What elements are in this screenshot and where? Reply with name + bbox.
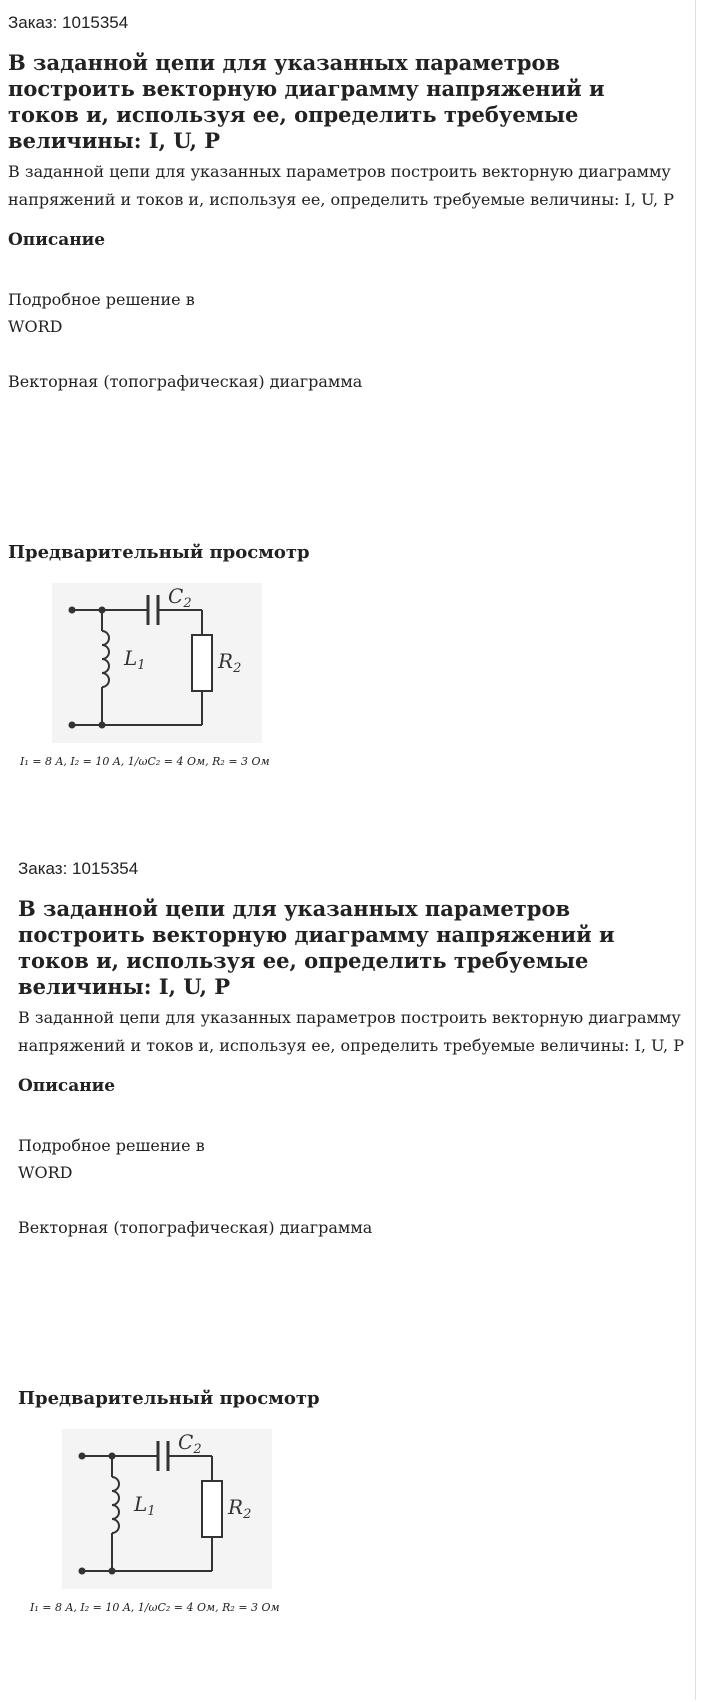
- description-heading: Описание: [8, 230, 106, 250]
- circuit-preview-image: [62, 1429, 272, 1589]
- description-line: WORD: [18, 1163, 73, 1182]
- description-heading: Описание: [18, 1076, 116, 1096]
- description-line: Векторная (топографическая) диаграмма: [18, 1218, 373, 1237]
- description-line: Подробное решение в: [8, 290, 195, 309]
- product-block-1: [8, 0, 688, 773]
- resistor-label: $R_2$: [218, 649, 242, 676]
- inductor-label: $L_1$: [134, 1492, 156, 1519]
- order-number: Заказ: 1015354: [8, 13, 129, 32]
- product-title: В заданной цепи для указанных параметров построить векторную диаграмму напряжений и токов и, используя ее, определить требуемые величины: I, U, P: [8, 50, 605, 153]
- preview-heading: Предварительный просмотр: [18, 1388, 320, 1409]
- product-block-2: [18, 846, 698, 1619]
- circuit-parameters: I₁ = 8 A, I₂ = 10 A, 1/ωC₂ = 4 Ом, R₂ = 3 Ом: [20, 755, 270, 768]
- capacitor-label: $C_2$: [178, 1430, 202, 1457]
- description-line: WORD: [8, 317, 63, 336]
- circuit-parameters: I₁ = 8 A, I₂ = 10 A, 1/ωC₂ = 4 Ом, R₂ = 3 Ом: [30, 1601, 280, 1614]
- circuit-diagram: [52, 583, 262, 743]
- product-lead: В заданной цепи для указанных параметров построить векторную диаграмму напряжений и токов и, используя ее, определить требуемые величины: I, U, P: [8, 162, 674, 209]
- capacitor-label: $C_2$: [168, 584, 192, 611]
- circuit-preview-image: [52, 583, 262, 743]
- description-line: Векторная (топографическая) диаграмма: [8, 372, 363, 391]
- product-title: В заданной цепи для указанных параметров построить векторную диаграмму напряжений и токов и, используя ее, определить требуемые величины: I, U, P: [18, 896, 615, 999]
- product-lead: В заданной цепи для указанных параметров построить векторную диаграмму напряжений и токов и, используя ее, определить требуемые величины: I, U, P: [18, 1008, 684, 1055]
- preview-heading: Предварительный просмотр: [8, 542, 310, 563]
- description-line: Подробное решение в: [18, 1136, 205, 1155]
- circuit-diagram: [62, 1429, 272, 1589]
- order-number: Заказ: 1015354: [18, 859, 139, 878]
- inductor-label: $L_1$: [124, 646, 146, 673]
- resistor-label: $R_2$: [228, 1495, 252, 1522]
